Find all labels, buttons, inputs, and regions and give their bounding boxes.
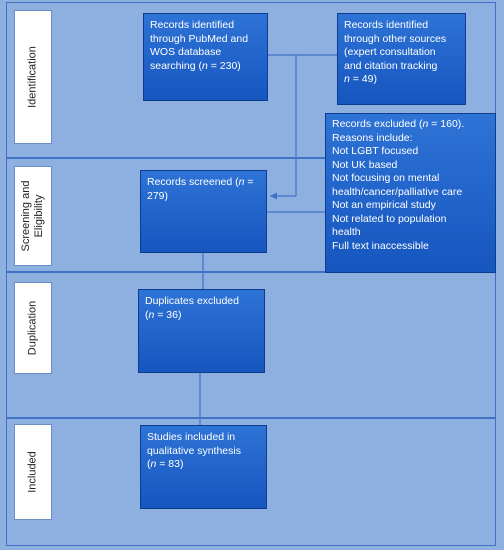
box-records-excluded: Records excluded (n = 160). Reasons include: Not LGBT focused Not UK based Not focusing on mental health/cancer/palliative care Not an empirical study Not related to population health Full text inaccessible — [325, 113, 496, 273]
stage-label-included: Included — [14, 424, 52, 520]
box-duplicates-excluded: Duplicates excluded (n = 36) — [138, 289, 265, 373]
exclusion-reason: Not UK based — [332, 158, 398, 171]
exclusion-reason: Not focusing on mental — [332, 172, 440, 184]
exclusion-reason: Not LGBT focused — [332, 145, 419, 157]
exclusion-reason: health/cancer/palliative care — [332, 185, 463, 198]
exclusion-reason: Full text inaccessible — [332, 239, 429, 252]
box-pubmed-wos-records: Records identified through PubMed and WOS database searching (n = 230) — [143, 13, 268, 101]
stage-label-duplication: Duplication — [14, 282, 52, 374]
box-other-sources-records: Records identified through other sources (expert consultation and citation tracking n = 49) — [337, 13, 466, 105]
exclusion-reason: health — [332, 226, 361, 238]
box-records-screened: Records screened (n = 279) — [140, 170, 267, 253]
stage-label-screening: Screening and Eligibility — [14, 166, 52, 266]
exclusion-reason: Not related to population — [332, 212, 447, 225]
stage-label-identification: Identification — [14, 10, 52, 144]
box-studies-included: Studies included in qualitative synthesis (n = 83) — [140, 425, 267, 509]
exclusion-reason: Reasons include: — [332, 131, 413, 144]
exclusion-reason: Not an empirical study — [332, 199, 436, 211]
